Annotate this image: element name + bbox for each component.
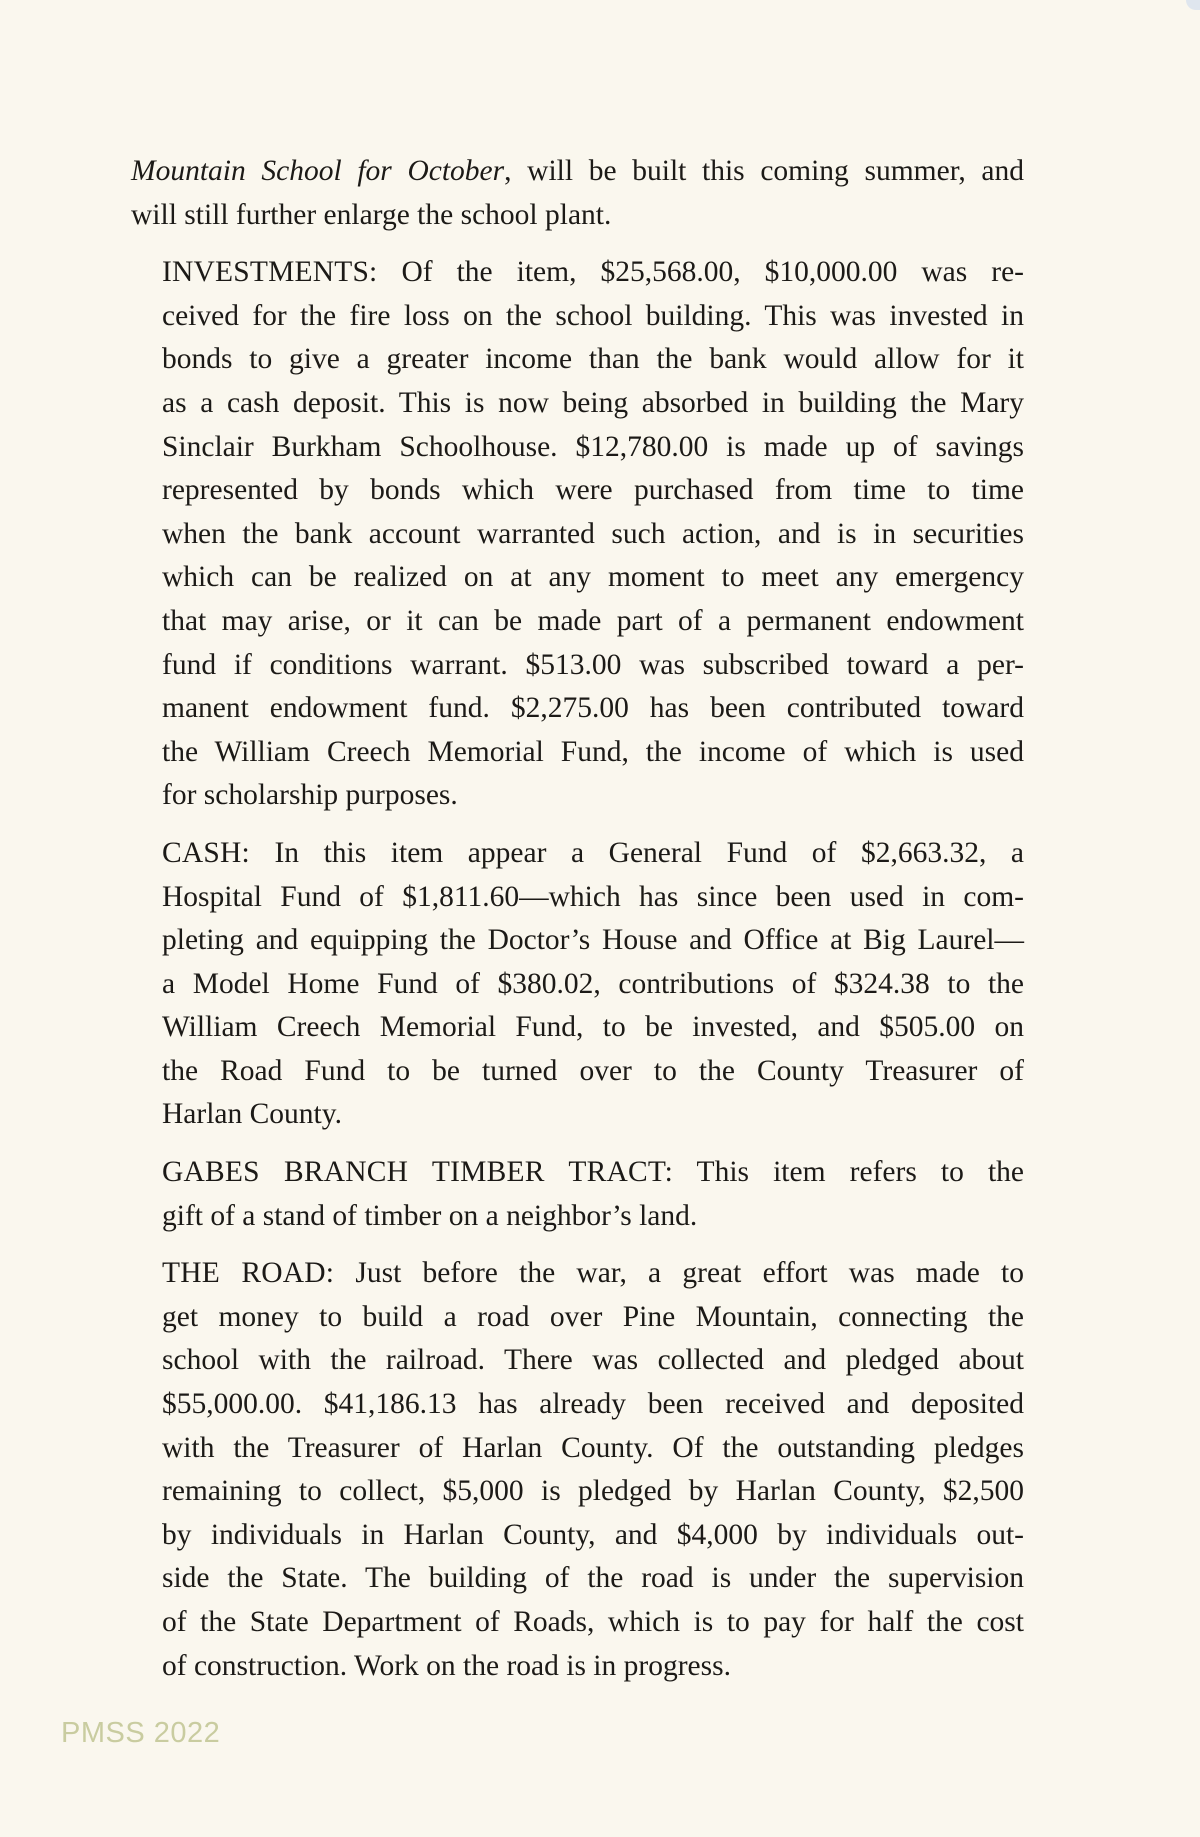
paragraph-cash xyxy=(131,832,1024,1137)
paragraph-investments xyxy=(131,251,1024,818)
paragraph-the-road xyxy=(131,1252,1024,1688)
text-line: remaining to collect, $5,000 is pledged by Harlan County, $2,500 xyxy=(162,1475,1024,1508)
text-line: represented by bonds which were purchased from time to time xyxy=(162,474,1024,507)
italic-title: Mountain School for October xyxy=(131,155,505,187)
text-line: of construction. Work on the road is in progress. xyxy=(162,1649,731,1682)
text-line: Harlan County. xyxy=(162,1098,342,1131)
text-line: the William Creech Memorial Fund, the income of which is used xyxy=(162,735,1024,768)
page-corner-edge xyxy=(1186,0,1200,10)
text-line: gift of a stand of timber on a neighbor’s land. xyxy=(162,1199,698,1232)
text-line: Sinclair Burkham Schoolhouse. $12,780.00 is made up of savings xyxy=(162,430,1024,463)
text-line: the Road Fund to be turned over to the County Treasurer of xyxy=(162,1054,1024,1087)
section-heading: THE ROAD: xyxy=(162,1257,335,1290)
text-line: bonds to give a greater income than the bank would allow for it xyxy=(162,343,1024,376)
text-line: ceived for the fire loss on the school building. This was invested in xyxy=(162,299,1024,332)
text-line: by individuals in Harlan County, and $4,000 by individuals out- xyxy=(162,1518,1024,1551)
text-line: of the State Department of Roads, which is to pay for half the cost xyxy=(162,1606,1024,1638)
text-line: for scholarship purposes. xyxy=(162,779,458,812)
text-line: fund if conditions warrant. $513.00 was subscribed toward a per- xyxy=(162,648,1024,681)
text-line: that may arise, or it can be made part of a permanent endowment xyxy=(162,604,1024,637)
text-line: when the bank account warranted such action, and is in securities xyxy=(162,517,1024,550)
text-line: get money to build a road over Pine Mountain, connecting the xyxy=(162,1300,1024,1333)
text-line: as a cash deposit. This is now being absorbed in building the Mary xyxy=(162,386,1024,419)
text-line: Mountain School for October, will be built this coming summer, and xyxy=(131,155,1024,187)
text-line: a Model Home Fund of $380.02, contributions of $324.38 to the xyxy=(162,967,1024,1000)
text-line: INVESTMENTS: Of the item, $25,568.00, $10,000.00 was re- xyxy=(162,256,1024,289)
text-line: manent endowment fund. $2,275.00 has been contributed toward xyxy=(162,692,1024,725)
text-line: which can be realized on at any moment to meet any emergency xyxy=(162,561,1024,594)
paragraph-gabes-branch xyxy=(131,1151,1024,1238)
text-line: side the State. The building of the road is under the supervision xyxy=(162,1562,1024,1595)
text-line: CASH: In this item appear a General Fund of $2,663.32, a xyxy=(162,836,1024,869)
section-heading: INVESTMENTS: xyxy=(162,256,378,289)
text-line: pleting and equipping the Doctor’s House and Office at Big Laurel— xyxy=(162,924,1024,957)
text-line: will still further enlarge the school plant. xyxy=(131,198,612,231)
section-heading: CASH: xyxy=(162,836,250,869)
text-line: GABES BRANCH TIMBER TRACT: This item refers to the xyxy=(162,1156,1024,1189)
section-heading: GABES BRANCH TIMBER TRACT: xyxy=(162,1156,673,1189)
text-line: $55,000.00. $41,186.13 has already been received and deposited xyxy=(162,1388,1024,1421)
paragraph-continuation xyxy=(131,150,1024,237)
text-line: THE ROAD: Just before the war, a great effort was made to xyxy=(162,1257,1024,1290)
text-line: Hospital Fund of $1,811.60—which has since been used in com- xyxy=(162,880,1024,913)
text-line: school with the railroad. There was collected and pledged about xyxy=(162,1344,1024,1377)
document-page xyxy=(131,150,1024,1702)
watermark: PMSS 2022 xyxy=(61,1717,221,1749)
text-line: with the Treasurer of Harlan County. Of the outstanding pledges xyxy=(162,1431,1024,1464)
text-line: William Creech Memorial Fund, to be invested, and $505.00 on xyxy=(162,1011,1024,1044)
